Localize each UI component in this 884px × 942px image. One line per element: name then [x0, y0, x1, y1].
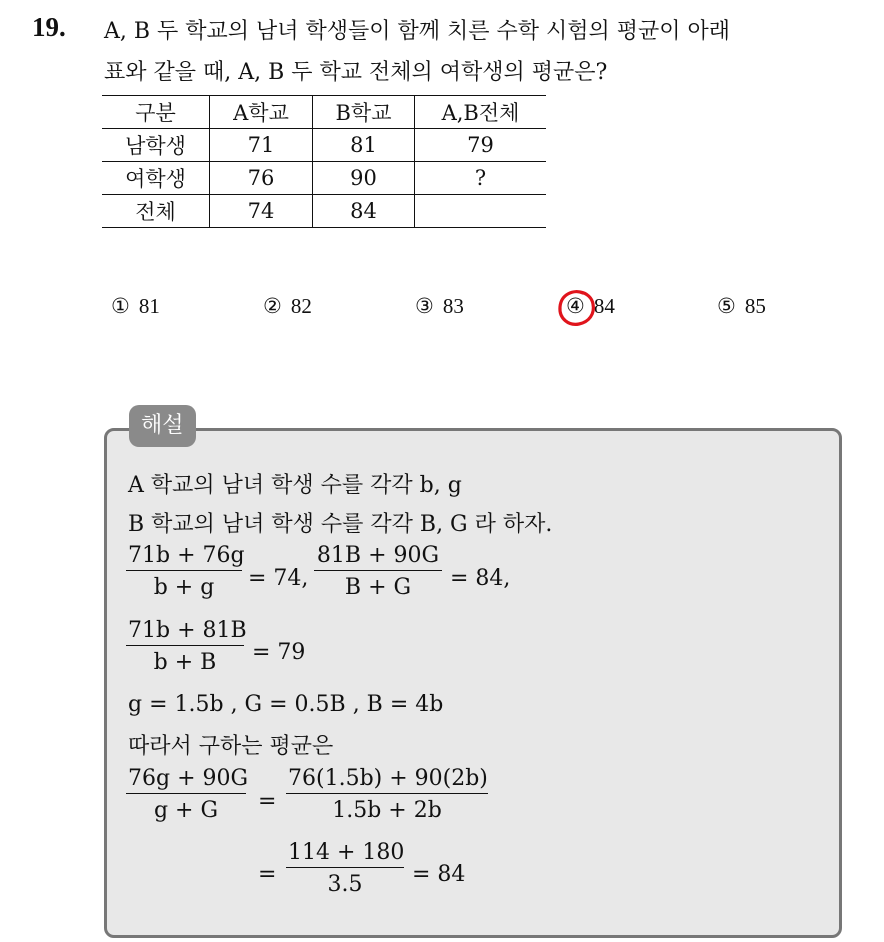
eq4-lhs-numerator: 76g + 90G: [128, 766, 249, 791]
question-text-line1: A, B 두 학교의 남녀 학생들이 함께 치른 수학 시험의 평균이 아래: [104, 19, 731, 44]
choice-3[interactable]: [415, 294, 464, 319]
choice-mark: ②: [263, 294, 282, 318]
choice-mark: ④: [566, 294, 585, 318]
choice-mark: ①: [111, 294, 130, 318]
table-cell: ?: [415, 162, 547, 195]
average-score-table: [102, 95, 546, 228]
choice-5[interactable]: [717, 294, 766, 319]
eq2-fraction: [126, 618, 247, 675]
table-header-cell: 구분: [102, 96, 210, 129]
table-header-cell: B학교: [313, 96, 415, 129]
table-cell: 90: [313, 162, 415, 195]
solution-therefore: 따라서 구하는 평균은: [128, 734, 334, 759]
table-cell: 76: [210, 162, 313, 195]
eq4-rhs-denominator: 1.5b + 2b: [286, 793, 488, 823]
table-row: [102, 162, 546, 195]
eq5-denominator: 3.5: [286, 867, 404, 897]
eq1-frac1-numerator: 71b + 76g: [128, 543, 245, 568]
eq3-line: g = 1.5b , G = 0.5B , B = 4b: [128, 692, 444, 717]
eq1-frac1-denominator: b + g: [126, 570, 242, 600]
solution-line1: A 학교의 남녀 학생 수를 각각 b, g: [128, 473, 462, 498]
table-header-cell: A,B전체: [415, 96, 547, 129]
eq2-end: = 79: [252, 640, 306, 665]
choice-value: 84: [593, 294, 615, 318]
choice-value: 82: [290, 294, 312, 318]
table-cell: [415, 195, 547, 228]
eq4-rhs-numerator: 76(1.5b) + 90(2b): [288, 766, 488, 791]
table-row: [102, 129, 546, 162]
table-cell: 전체: [102, 195, 210, 228]
eq4-equals: =: [258, 789, 277, 814]
eq2-numerator: 71b + 81B: [128, 618, 247, 643]
eq5-equals: =: [258, 862, 277, 887]
table-header-cell: A학교: [210, 96, 313, 129]
question-number: 19.: [32, 12, 66, 42]
table-header-row: [102, 96, 546, 129]
eq1-fraction-1: [126, 543, 245, 600]
table-cell: 여학생: [102, 162, 210, 195]
choice-mark: ③: [415, 294, 434, 318]
eq1-frac2-numerator: 81B + 90G: [316, 543, 440, 568]
table-cell: 81: [313, 129, 415, 162]
eq5-numerator: 114 + 180: [288, 840, 405, 865]
eq1-fraction-2: [314, 543, 442, 600]
eq1-frac2-denominator: B + G: [314, 570, 442, 600]
choice-2[interactable]: [263, 294, 312, 319]
choice-value: 81: [138, 294, 160, 318]
eq5-fraction: [286, 840, 404, 897]
choice-value: 83: [442, 294, 464, 318]
solution-tab: 해설: [129, 405, 196, 447]
table-row: [102, 195, 546, 228]
eq4-lhs-fraction: [126, 766, 249, 823]
answer-choices: [0, 294, 884, 324]
solution-box: [104, 428, 842, 938]
eq5-end: = 84: [412, 862, 466, 887]
choice-value: 85: [744, 294, 766, 318]
table-cell: 79: [415, 129, 547, 162]
eq4-lhs-denominator: g + G: [126, 793, 246, 823]
table-cell: 74: [210, 195, 313, 228]
table-cell: 남학생: [102, 129, 210, 162]
solution-line2: B 학교의 남녀 학생 수를 각각 B, G 라 하자.: [128, 512, 553, 537]
choice-mark: ⑤: [717, 294, 736, 318]
table-cell: 71: [210, 129, 313, 162]
eq1-end: = 84,: [450, 566, 511, 591]
eq4-rhs-fraction: [286, 766, 488, 823]
table-cell: 84: [313, 195, 415, 228]
eq1-middle: = 74,: [248, 566, 309, 591]
question-text-line2: 표와 같을 때, A, B 두 학교 전체의 여학생의 평균은?: [104, 60, 608, 85]
eq2-denominator: b + B: [126, 645, 244, 675]
choice-1[interactable]: [111, 294, 160, 319]
choice-4[interactable]: [566, 294, 615, 319]
